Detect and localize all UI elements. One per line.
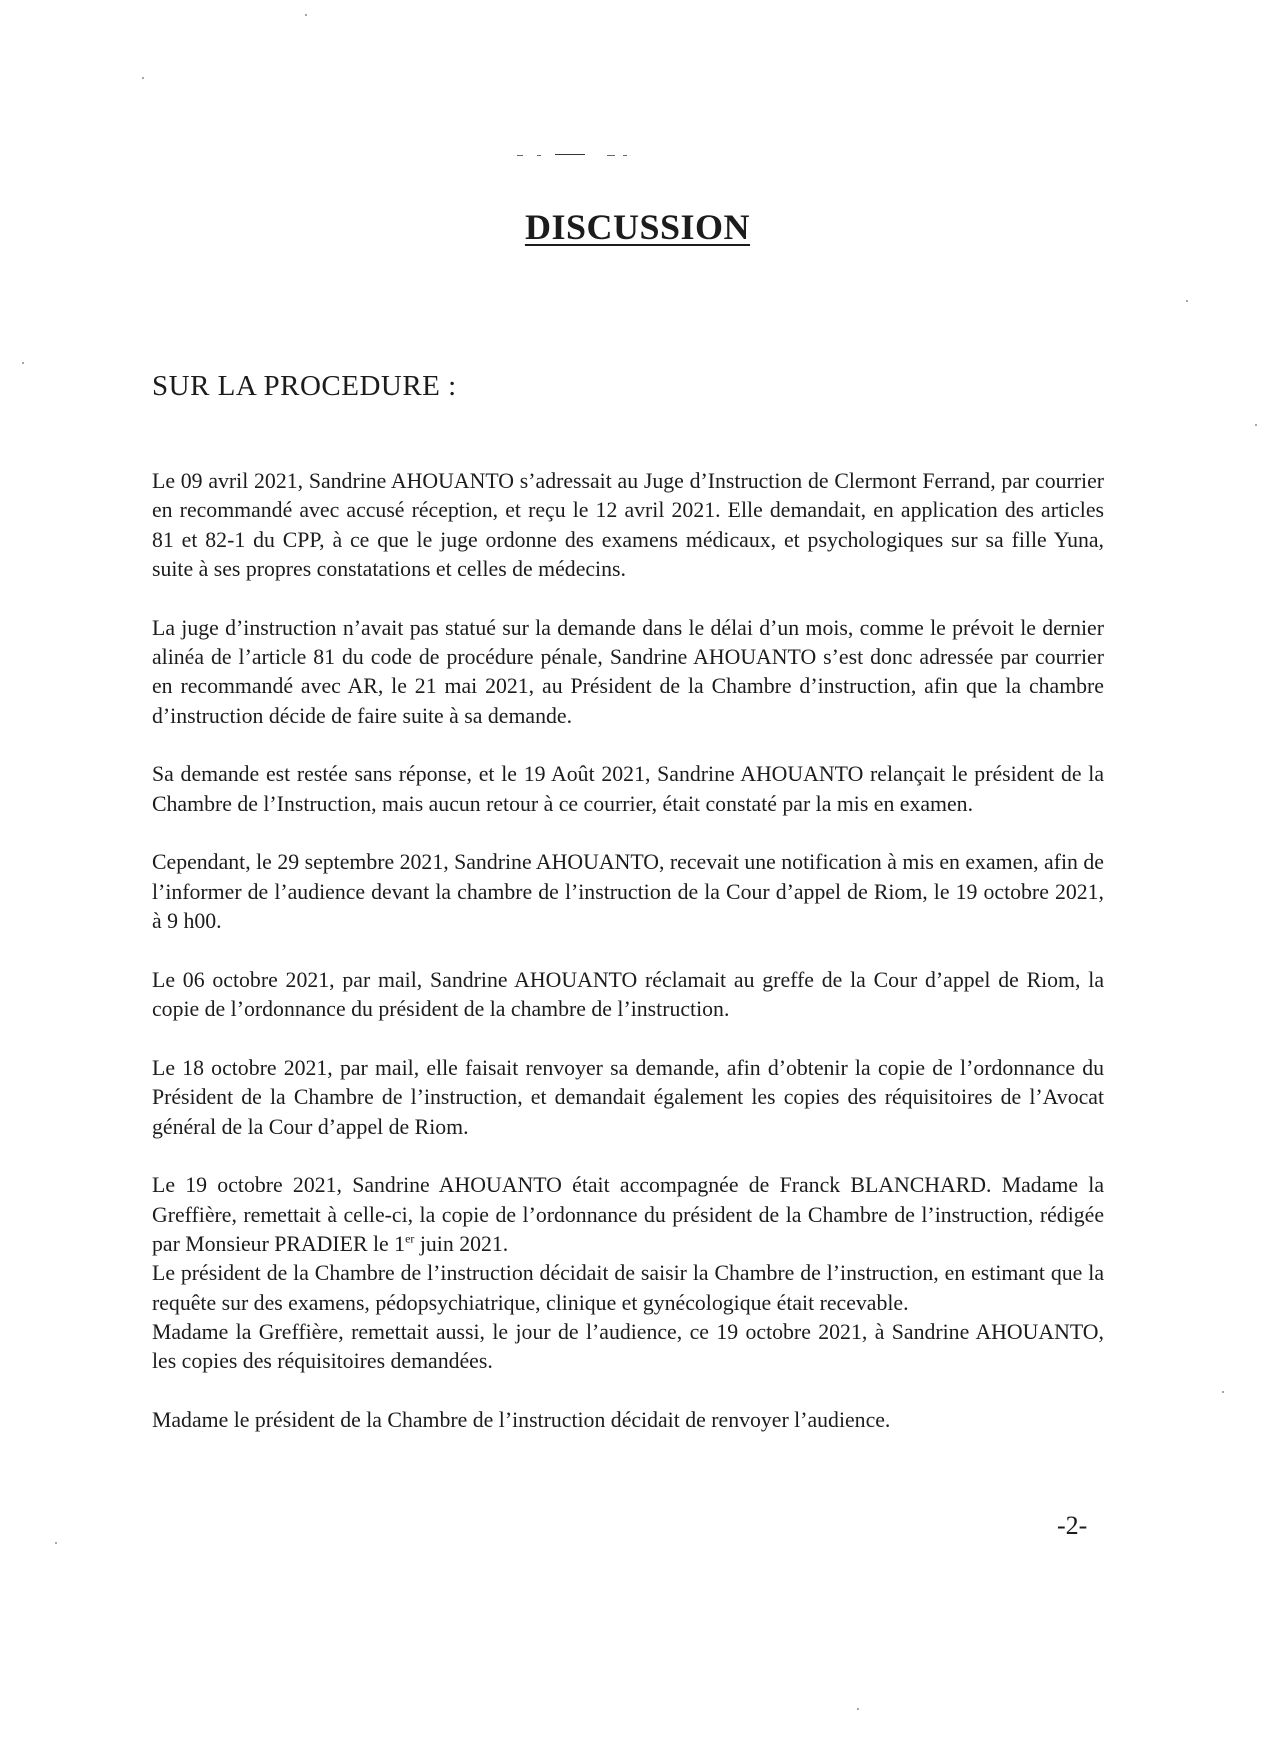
paragraph-7-line-3: Madame la Greffière, remettait aussi, le jour de l’audience, ce 19 octobre 2021, à Sandrine AHOUANTO, les copies des réquisitoires demandées. <box>152 1319 1104 1374</box>
paragraph-7-text-end: juin 2021. <box>414 1231 509 1256</box>
paragraph-2: La juge d’instruction n’avait pas statué sur la demande dans le délai d’un mois, comme le prévoit le dernier alinéa de l’article 81 du code de procédure pénale, Sandrine AHOUANTO s’est donc adressée par courrier en recommandé avec AR, le 21 mai 2021, au Président de la Chambre d’instruction, afin que la chambre d’instruction décide de faire suite à sa demande. <box>152 615 1104 728</box>
scan-speck <box>857 1708 859 1710</box>
page-title: DISCUSSION <box>524 207 751 247</box>
scan-speck <box>305 14 307 16</box>
scan-speck <box>22 362 24 364</box>
paragraph-7-text: Le 19 octobre 2021, Sandrine AHOUANTO était accompagnée de Franck BLANCHARD. Madame la Greffière, remettait à celle-ci, la copie de l’ordonnance du président de la Chambre de l’instruction, rédigée par Monsieur PRADIER le 1 <box>152 1173 1104 1256</box>
section-heading: SUR LA PROCEDURE : <box>152 370 457 402</box>
paragraph-7-line-2: Le président de la Chambre de l’instruction décidait de saisir la Chambre de l’instruction, en estimant que la requête sur des examens, pédopsychiatrique, clinique et gynécologique était recevable. <box>152 1261 1104 1315</box>
page-number: -2- <box>1057 1511 1088 1540</box>
scan-speck <box>1255 424 1257 426</box>
paragraph-3: Sa demande est restée sans réponse, et le 19 Août 2021, Sandrine AHOUANTO relançait le président de la Chambre de l’Instruction, mais aucun retour à ce courrier, était constaté par la mis en examen. <box>152 762 1104 816</box>
body-text <box>152 467 1104 1465</box>
paragraph-4: Cependant, le 29 septembre 2021, Sandrine AHOUANTO, recevait une notification à mis en examen, afin de l’informer de l’audience devant la chambre de l’instruction de la Cour d’appel de Riom, le 19 octobre 2021, à 9 h00. <box>152 850 1104 934</box>
paragraph-8: Madame le président de la Chambre de l’instruction décidait de renvoyer l’audience. <box>152 1407 891 1432</box>
paragraph-6: Le 18 octobre 2021, par mail, elle faisait renvoyer sa demande, afin d’obtenir la copie de l’ordonnance du Président de la Chambre de l’instruction, et demandait également les copies des réquisitoires de l’Avocat général de la Cour d’appel de Riom. <box>152 1055 1104 1139</box>
paragraph-7-line-1 <box>152 1171 1104 1259</box>
ordinal-superscript: er <box>405 1231 415 1246</box>
scan-artifact-mark <box>515 152 695 160</box>
paragraph-1: Le 09 avril 2021, Sandrine AHOUANTO s’adressait au Juge d’Instruction de Clermont Ferrand, par courrier en recommandé avec accusé réception, et reçu le 12 avril 2021. Elle demandait, en application des articles 81 et 82-1 du CPP, à ce que le juge ordonne des examens médicaux, et psychologiques sur sa fille Yuna, suite à ses propres constatations et celles de médecins. <box>152 469 1104 581</box>
scan-speck <box>55 1542 57 1544</box>
scan-speck <box>1222 1391 1224 1393</box>
paragraph-5: Le 06 octobre 2021, par mail, Sandrine AHOUANTO réclamait au greffe de la Cour d’appel de Riom, la copie de l’ordonnance du président de la chambre de l’instruction. <box>152 967 1104 1022</box>
scan-speck <box>1186 300 1188 302</box>
scan-speck <box>142 77 144 79</box>
